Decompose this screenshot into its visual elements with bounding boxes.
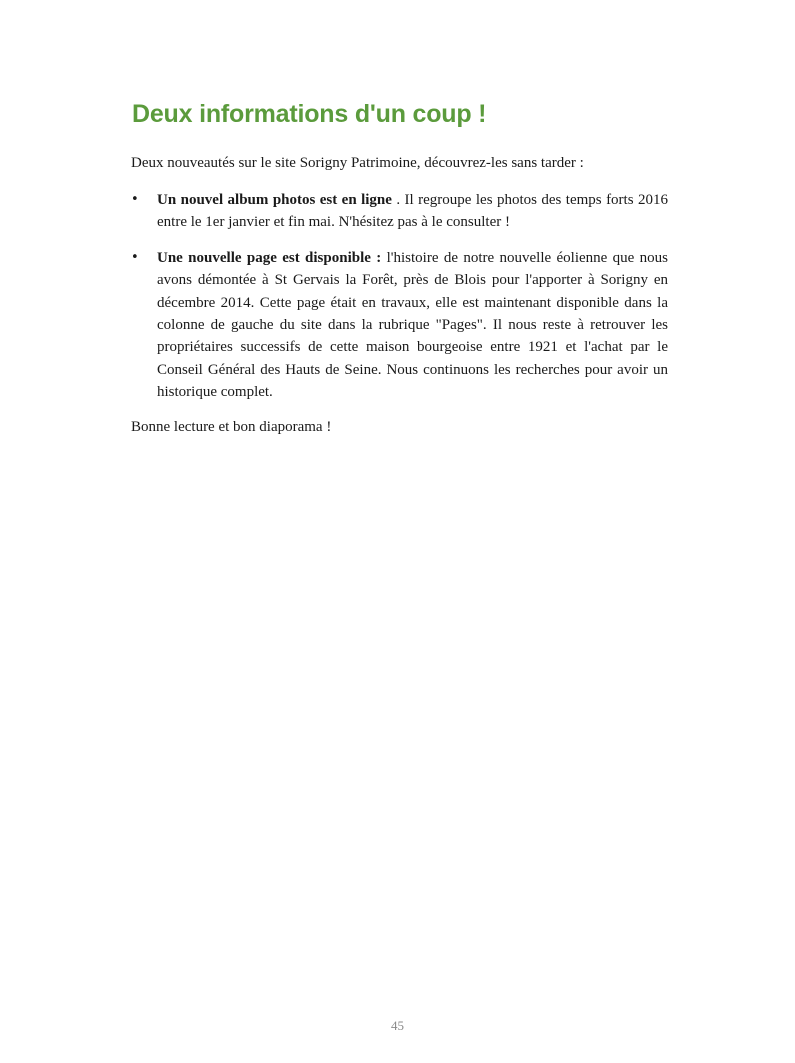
page-number: 45 — [391, 1018, 404, 1033]
list-item-new-page — [131, 247, 671, 404]
list-item-text — [157, 247, 668, 404]
list-item-album — [131, 189, 671, 234]
intro-paragraph: Deux nouveautés sur le site Sorigny Patrimoine, découvrez-les sans tarder : — [131, 155, 584, 171]
list-item-body: . Il regroupe les photos des temps forts 2016 entre le 1er janvier et fin mai. N'hésitez pas à le consulter ! — [157, 192, 668, 231]
list-item-text — [157, 189, 668, 234]
page-title: Deux informations d'un coup ! — [132, 100, 487, 128]
bullet-icon: • — [131, 192, 139, 207]
bullet-icon: • — [131, 249, 139, 265]
closing-paragraph: Bonne lecture et bon diaporama ! — [131, 419, 332, 435]
list-item-lead: Un nouvel album photos est en ligne — [157, 192, 392, 208]
list-item-lead: Une nouvelle page est disponible : — [157, 249, 382, 266]
news-list — [131, 189, 671, 417]
list-item-body: l'histoire de notre nouvelle éolienne que nous avons démontée à St Gervais la Forêt, près de Blois pour l'apporter à Sorigny en décembre 2014. Cette page était en travaux, elle est maintenant disponible dans la colonne de gauche du site dans la rubrique "Pages". Il nous reste à retrouver les propriétaires successifs de cette maison bourgeoise entre 1921 et l'achat par le Conseil Général des Hauts de Seine. Nous continuons les recherches pour avoir un historique complet. — [157, 249, 668, 401]
